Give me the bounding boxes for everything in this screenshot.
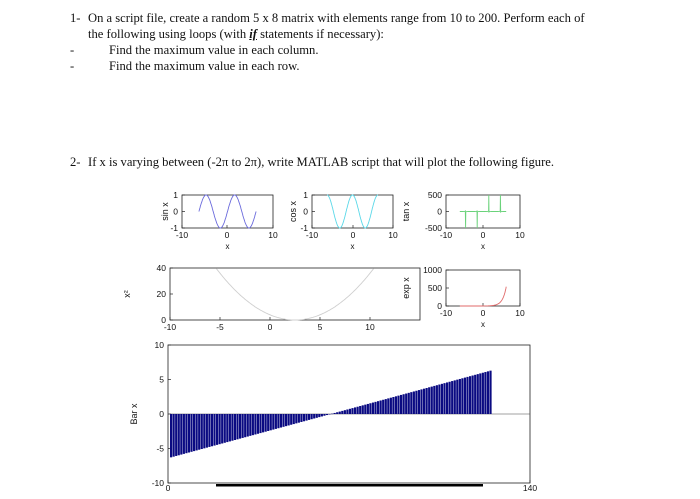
- question-1-line-2-pre: the following using loops (with: [88, 27, 250, 41]
- square-xtick-label: -10: [163, 322, 177, 332]
- bar-mark: [397, 396, 399, 414]
- question-2-number: 2-: [70, 155, 81, 169]
- bar-mark: [321, 414, 323, 416]
- bar-mark: [461, 378, 463, 414]
- exp-ytick-label: 0: [437, 301, 442, 311]
- square-ylabel: x²: [122, 290, 132, 298]
- bar-mark: [392, 397, 394, 414]
- exp-xtick-label: 0: [480, 308, 486, 318]
- bar-ytick-label: 0: [159, 409, 164, 419]
- bar-mark: [254, 414, 256, 434]
- bar-mark: [203, 414, 205, 448]
- bar-mark: [400, 395, 402, 414]
- question-1-number: 1-: [70, 11, 81, 25]
- bar-mark: [466, 377, 468, 414]
- tan-xtick-label: 0: [480, 230, 486, 240]
- tan-xlabel: x: [481, 242, 485, 251]
- bar-mark: [482, 373, 484, 414]
- bar-mark: [328, 414, 330, 415]
- bar-mark: [426, 388, 428, 414]
- bar-mark: [272, 414, 274, 430]
- tan-ytick-label: -500: [424, 223, 442, 233]
- bar-mark: [300, 414, 302, 422]
- bar-mark: [183, 414, 185, 454]
- bar-mark: [385, 399, 387, 414]
- bar-mark: [484, 372, 486, 414]
- bar-mark: [316, 414, 318, 418]
- bar-mark: [346, 409, 348, 414]
- bar-mark: [433, 386, 435, 414]
- bar-mark: [180, 414, 182, 455]
- bar-mark: [249, 414, 251, 436]
- bar-mark: [326, 414, 328, 415]
- cos-xlabel: x: [350, 242, 355, 251]
- bar-mark: [173, 414, 175, 457]
- bar-mark: [196, 414, 198, 450]
- bar-mark: [405, 394, 407, 414]
- exp-ylabel: exp x: [401, 277, 411, 299]
- bar-mark: [244, 414, 246, 437]
- bar-mark: [472, 376, 474, 415]
- bar-mark: [449, 382, 451, 414]
- cos-ytick-label: 1: [303, 190, 308, 200]
- bar-mark: [290, 414, 292, 425]
- bar-mark: [349, 409, 351, 414]
- square-xtick-label: 0: [267, 322, 273, 332]
- bar-mark: [288, 414, 290, 425]
- bar-mark: [229, 414, 231, 441]
- cos-ytick-label: 0: [303, 206, 308, 217]
- bar-mark: [175, 414, 177, 456]
- bar-mark: [382, 400, 384, 414]
- bar-mark: [390, 398, 392, 414]
- bar-mark: [201, 414, 203, 449]
- cos-axes-box: [312, 195, 393, 228]
- question-1-text: On a script file, create a random 5 x 8 matrix with elements range from 10 to 200. Perform each of: [88, 11, 585, 25]
- bar-mark: [331, 414, 333, 415]
- bar-mark: [239, 414, 241, 439]
- exp-ytick-label: 1000: [423, 265, 442, 275]
- bar-mark: [474, 375, 476, 414]
- bar-mark: [198, 414, 200, 450]
- bar-mark: [170, 414, 172, 457]
- bar-mark: [303, 414, 305, 421]
- bar-mark: [178, 414, 180, 455]
- tan-ytick-label: 500: [427, 190, 442, 200]
- bar-mark: [357, 407, 359, 414]
- square-ytick-label: 20: [156, 289, 166, 299]
- if-keyword: if: [249, 27, 257, 41]
- bar-mark: [479, 373, 481, 414]
- square-xtick-label: -5: [216, 322, 224, 332]
- bar-mark: [213, 414, 215, 446]
- bar-mark: [236, 414, 238, 439]
- bar-mark: [193, 414, 195, 451]
- bar-mark: [456, 380, 458, 414]
- bar-mark: [259, 414, 261, 433]
- bar-mark: [454, 380, 456, 414]
- bar-bottom-strip: [216, 484, 483, 487]
- tan-ytick-label: 0: [437, 206, 442, 217]
- bar-mark: [423, 389, 425, 414]
- cos-series-line: [327, 195, 378, 228]
- bar-ytick-label: 5: [159, 374, 164, 385]
- bar-mark: [354, 407, 356, 414]
- bar-mark: [265, 414, 267, 432]
- bar-mark: [362, 405, 364, 414]
- square-ytick-label: 40: [156, 263, 166, 273]
- bar-mark: [226, 414, 228, 442]
- bullet-dash: -: [70, 43, 75, 57]
- bar-mark: [216, 414, 218, 445]
- bar-mark: [234, 414, 236, 440]
- bar-mark: [295, 414, 297, 423]
- exp-xlabel: x: [481, 320, 485, 329]
- bar-mark: [231, 414, 233, 441]
- bar-mark: [224, 414, 226, 443]
- bar-mark: [206, 414, 208, 448]
- bar-mark: [364, 405, 366, 414]
- bar-mark: [311, 414, 313, 419]
- bullet-text: Find the maximum value in each column.: [109, 43, 319, 57]
- square-xtick-label: 10: [365, 322, 375, 332]
- bar-ytick-label: -10: [151, 478, 164, 488]
- bar-mark: [211, 414, 213, 446]
- bar-mark: [252, 414, 254, 435]
- bar-mark: [188, 414, 190, 453]
- exp-xtick-label: -10: [439, 308, 453, 318]
- exp-xtick-label: 10: [515, 308, 525, 318]
- bar-mark: [367, 404, 369, 414]
- bar-mark: [489, 371, 491, 414]
- square-ytick-label: 0: [161, 315, 166, 325]
- bar-mark: [208, 414, 210, 447]
- cos-xtick-label: -10: [305, 230, 319, 240]
- sin-ytick-label: -1: [170, 223, 178, 233]
- bar-mark: [305, 414, 307, 421]
- bar-mark: [477, 374, 479, 414]
- bar-mark: [247, 414, 249, 437]
- bar-mark: [282, 414, 284, 427]
- bar-mark: [372, 403, 374, 414]
- bar-mark: [410, 392, 412, 414]
- sin-ytick-label: 1: [173, 190, 178, 200]
- bullet-text: Find the maximum value in each row.: [109, 59, 300, 73]
- bar-mark: [341, 411, 343, 414]
- cos-ylabel: cos x: [288, 200, 298, 223]
- bar-mark: [280, 414, 282, 428]
- cos-xtick-label: 0: [350, 230, 356, 240]
- bar-mark: [446, 382, 448, 414]
- bar-mark: [313, 414, 315, 419]
- bar-ytick-label: -5: [156, 443, 164, 454]
- bar-mark: [270, 414, 272, 430]
- bar-mark: [418, 390, 420, 414]
- bar-mark: [275, 414, 277, 429]
- exp-axes-box: [446, 270, 520, 306]
- tan-xtick-label: -10: [439, 230, 453, 240]
- bar-mark: [336, 412, 338, 414]
- bar-mark: [438, 385, 440, 414]
- bar-mark: [190, 414, 192, 452]
- bar-mark: [377, 401, 379, 414]
- bar-mark: [267, 414, 269, 431]
- bar-mark: [323, 414, 325, 416]
- bar-mark: [344, 410, 346, 414]
- bar-mark: [441, 384, 443, 414]
- bar-mark: [298, 414, 300, 423]
- cos-xtick-label: 10: [388, 230, 398, 240]
- square-axes-box: [170, 268, 420, 320]
- bar-mark: [403, 394, 405, 414]
- bar-mark: [487, 371, 489, 414]
- bar-mark: [351, 408, 353, 414]
- bar-mark: [369, 403, 371, 414]
- bar-mark: [380, 400, 382, 414]
- bar-mark: [221, 414, 223, 443]
- bar-mark: [443, 383, 445, 414]
- bar-mark: [293, 414, 295, 424]
- bar-mark: [387, 398, 389, 414]
- bar-mark: [219, 414, 221, 444]
- square-series-line: [217, 269, 374, 320]
- bar-mark: [436, 385, 438, 414]
- question-2-text: If x is varying between (-2π to 2π), write MATLAB script that will plot the following figure.: [88, 155, 554, 169]
- tan-ylabel: tan x: [401, 201, 411, 222]
- question-1-line-2-post: statements if necessary):: [256, 27, 384, 41]
- tan-xtick-label: 10: [515, 230, 525, 240]
- bar-mark: [185, 414, 187, 453]
- bar-mark: [318, 414, 320, 417]
- bar-mark: [277, 414, 279, 428]
- bar-mark: [339, 412, 341, 414]
- bar-mark: [408, 393, 410, 414]
- bar-ylabel: Bar x: [129, 403, 139, 425]
- bar-mark: [420, 389, 422, 414]
- bar-mark: [285, 414, 287, 426]
- sin-ytick-label: 0: [173, 206, 178, 217]
- exp-ytick-label: 500: [427, 283, 442, 293]
- sin-xtick-label: 0: [224, 230, 230, 240]
- bar-xtick-label: 140: [522, 483, 538, 493]
- bar-mark: [242, 414, 244, 438]
- bar-mark: [359, 406, 361, 414]
- bar-mark: [428, 387, 430, 414]
- bar-ytick-label: 10: [154, 340, 164, 350]
- sin-xlabel: x: [225, 242, 230, 251]
- bullet-dash: -: [70, 59, 75, 73]
- bar-mark: [464, 378, 466, 414]
- bar-xtick-label: 0: [165, 483, 171, 493]
- square-xtick-label: 5: [317, 322, 323, 332]
- bar-mark: [431, 387, 433, 414]
- bar-mark: [262, 414, 264, 432]
- tan-series-line: [460, 195, 506, 228]
- sin-series-line: [199, 195, 256, 228]
- bar-mark: [334, 413, 336, 414]
- bar-mark: [459, 379, 461, 414]
- bar-mark: [308, 414, 310, 420]
- bar-mark: [451, 381, 453, 414]
- bar-mark: [257, 414, 259, 434]
- bar-mark: [415, 391, 417, 414]
- bar-mark: [413, 391, 415, 414]
- sin-ylabel: sin x: [160, 202, 170, 221]
- sin-xtick-label: -10: [175, 230, 189, 240]
- bar-mark: [395, 396, 397, 414]
- sin-xtick-label: 10: [268, 230, 278, 240]
- cos-ytick-label: -1: [300, 223, 308, 233]
- bar-mark: [374, 402, 376, 414]
- bar-mark: [469, 376, 471, 414]
